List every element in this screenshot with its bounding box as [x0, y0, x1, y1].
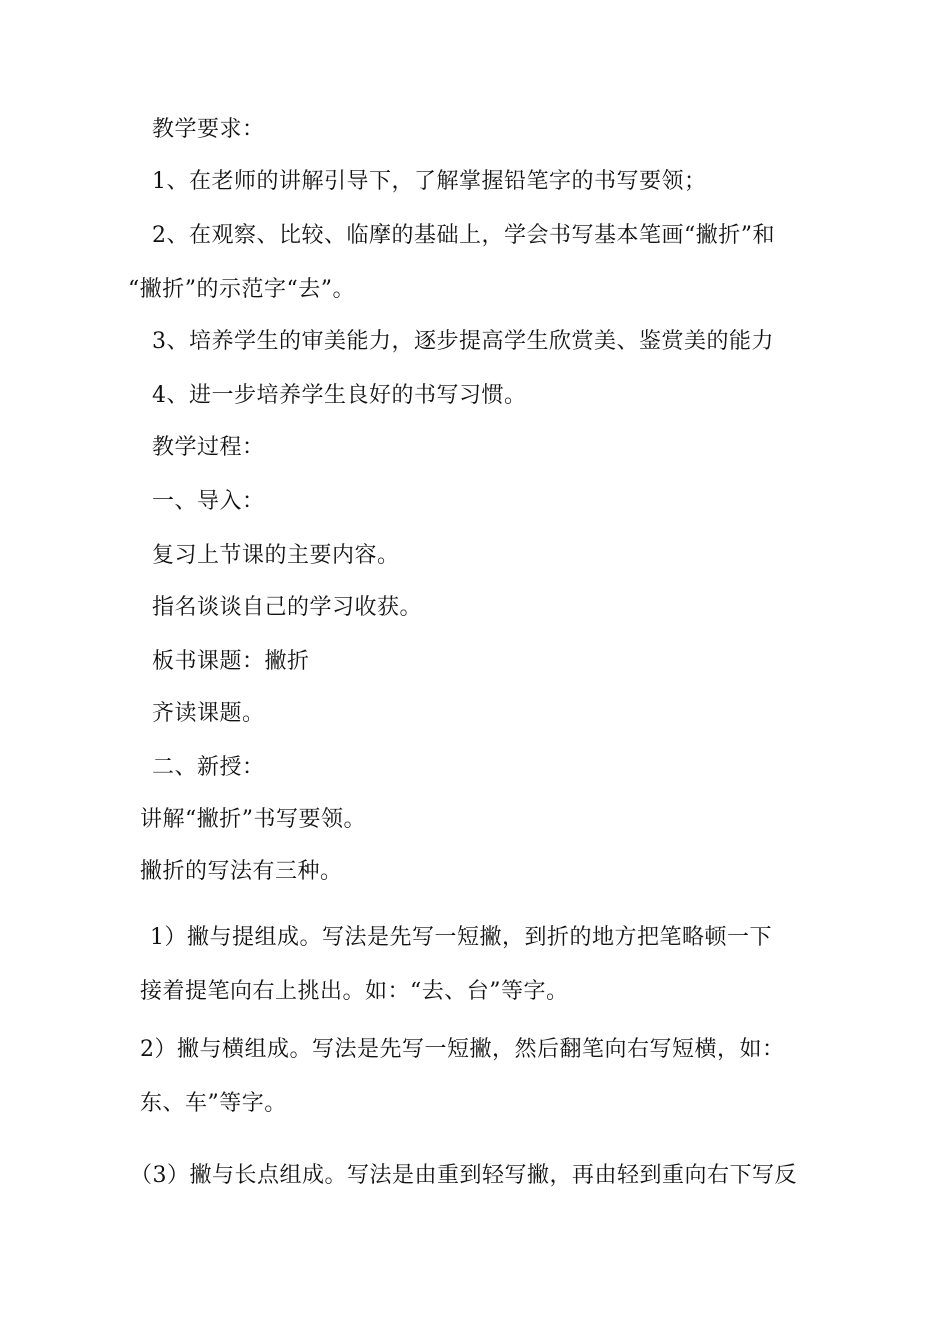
explain-essentials: 讲解“撇折”书写要领。 [140, 807, 366, 832]
intro-board-title: 板书课题：撇折 [152, 649, 310, 674]
requirement-1: 1、在老师的讲解引导下，了解掌握铅笔字的书写要领； [152, 169, 707, 194]
requirement-3: 3、培养学生的审美能力，逐步提高学生欣赏美、鉴赏美的能力 [152, 329, 774, 354]
section-1-introduction: 一、导入： [152, 489, 265, 514]
method-1-continued: 接着提笔向右上挑出。如：“去、台”等字。 [140, 979, 569, 1004]
heading-teaching-requirements: 教学要求： [152, 117, 265, 142]
requirement-2: 2、在观察、比较、临摩的基础上，学会书写基本笔画“撇折”和 [152, 223, 775, 248]
method-2: 2）撇与横组成。写法是先写一短撇，然后翻笔向右写短横，如： [140, 1037, 785, 1062]
intro-review: 复习上节课的主要内容。 [152, 543, 400, 568]
three-methods: 撇折的写法有三种。 [140, 859, 343, 884]
heading-teaching-process: 教学过程： [152, 435, 265, 460]
requirement-4: 4、进一步培养学生良好的书写习惯。 [152, 383, 527, 408]
requirement-2-continued: “撇折”的示范字“去”。 [128, 277, 355, 302]
intro-discussion: 指名谈谈自己的学习收获。 [152, 595, 423, 620]
intro-read-title: 齐读课题。 [152, 701, 265, 726]
method-1: 1）撇与提组成。写法是先写一短撇，到折的地方把笔略顿一下 [150, 925, 772, 950]
method-2-continued: 东、车”等字。 [140, 1091, 287, 1116]
method-3: （3）撇与长点组成。写法是由重到轻写撇，再由轻到重向右下写反 [130, 1163, 797, 1188]
section-2-new-lesson: 二、新授： [152, 755, 265, 780]
